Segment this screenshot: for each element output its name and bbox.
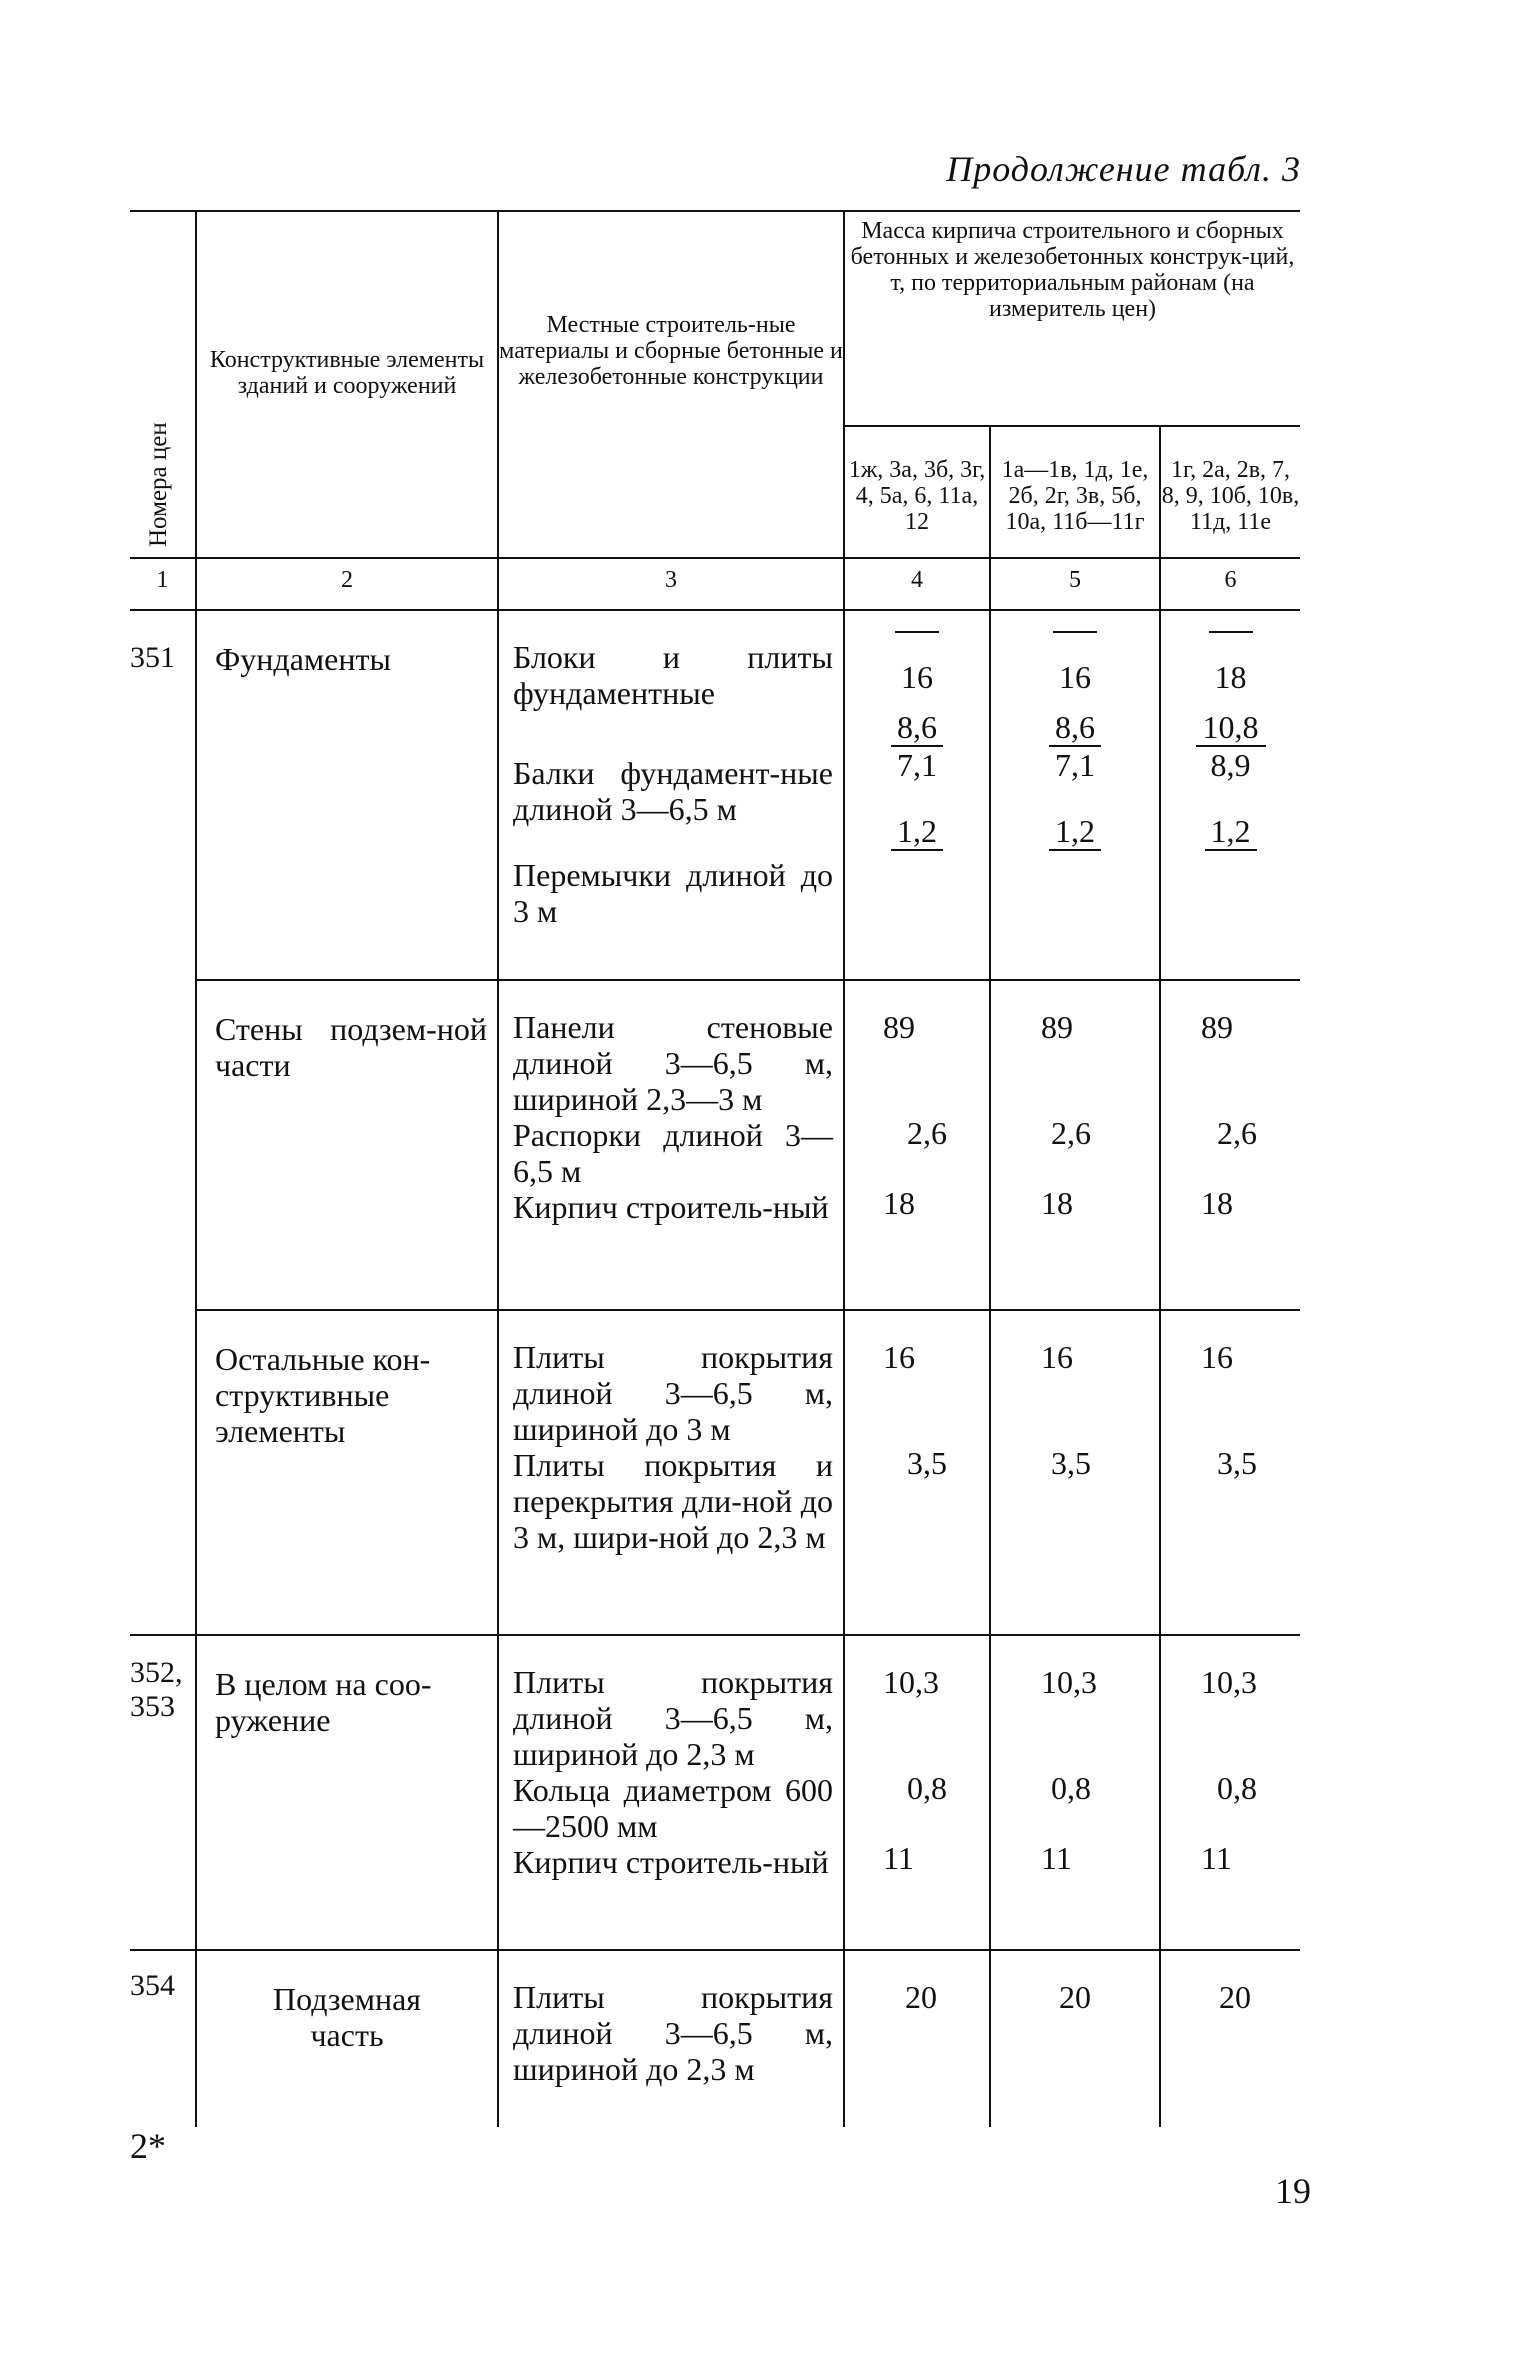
price-number <box>130 1310 196 1635</box>
price-number: 354 <box>130 1969 175 2002</box>
table-row <box>130 1950 1300 2127</box>
header-col6: 1г, 2а, 2в, 7, 8, 9, 10б, 10в, 11д, 11е <box>1160 426 1300 558</box>
value: 11 <box>1041 1840 1072 1876</box>
value: 7,1 <box>897 747 937 783</box>
value: 3,5 <box>907 1445 947 1481</box>
value: 0,8 <box>1217 1770 1257 1806</box>
value: 8,6 <box>891 709 943 747</box>
material: Блоки и плиты фундаментные <box>513 639 833 711</box>
value: 16 <box>1201 1339 1233 1375</box>
value <box>1049 851 1101 887</box>
value: 18 <box>1201 1185 1233 1221</box>
header-numbers <box>130 558 1300 610</box>
value-cell <box>1160 1310 1300 1635</box>
value: 10,3 <box>1041 1664 1097 1700</box>
materials-cell <box>498 1310 844 1635</box>
colnum-6: 6 <box>1160 558 1300 610</box>
value: 2,6 <box>907 1115 947 1151</box>
value: 0,8 <box>907 1770 947 1806</box>
element-name: Подземная часть <box>196 1950 498 2127</box>
materials-cell <box>498 980 844 1310</box>
material: Плиты покрытия длиной 3—6,5 м, шириной до 2,3 м <box>513 1664 833 1772</box>
value: 11 <box>883 1840 914 1876</box>
value: 1,2 <box>891 813 943 851</box>
fraction-cell <box>990 610 1160 980</box>
colnum-4: 4 <box>844 558 990 610</box>
colnum-3: 3 <box>498 558 844 610</box>
material: Плиты покрытия длиной 3—6,5 м, шириной до 3 м <box>513 1339 833 1447</box>
value: 7,1 <box>1055 747 1095 783</box>
material: Плиты покрытия и перекрытия дли-ной до 3 м, шири-ной до 2,3 м <box>513 1447 833 1555</box>
price-number <box>130 980 196 1310</box>
header-col1 <box>130 211 196 558</box>
fraction-cell <box>844 610 990 980</box>
value-cell <box>844 1950 990 2127</box>
price-table <box>130 210 1300 2127</box>
material: Панели стеновые длиной 3—6,5 м, шириной 2,3—3 м <box>513 1009 833 1117</box>
value: 2,6 <box>1051 1115 1091 1151</box>
material: Распорки длиной 3—6,5 м <box>513 1117 833 1189</box>
value: 10,3 <box>1201 1664 1257 1700</box>
material: Плиты покрытия длиной 3—6,5 м, шириной до 2,3 м <box>513 1979 833 2087</box>
value: 8,6 <box>1049 709 1101 747</box>
colnum-5: 5 <box>990 558 1160 610</box>
dash-over <box>1209 631 1253 659</box>
signature-mark: 2* <box>130 2126 166 2166</box>
value-cell <box>990 1310 1160 1635</box>
value: 16 <box>883 1339 915 1375</box>
value: 2,6 <box>1217 1115 1257 1151</box>
value: 0,8 <box>1051 1770 1091 1806</box>
dash-over <box>1053 631 1097 659</box>
element-name: Остальные кон-структивные элементы <box>196 1310 498 1635</box>
element-name: Фундаменты <box>196 610 498 980</box>
header-col4: 1ж, 3а, 3б, 3г, 4, 5а, 6, 11а, 12 <box>844 426 990 558</box>
value <box>891 851 943 887</box>
value: 18 <box>1214 659 1247 695</box>
value: 20 <box>905 1979 937 2015</box>
value: 16 <box>1041 1339 1073 1375</box>
value: 18 <box>1041 1185 1073 1221</box>
value-cell <box>990 980 1160 1310</box>
value: 1,2 <box>1205 813 1257 851</box>
header-col2: Конструктивные элементы зданий и сооружений <box>196 211 498 558</box>
material: Балки фундамент-ные длиной 3—6,5 м <box>513 755 833 827</box>
value-cell <box>990 1635 1160 1950</box>
materials-cell <box>498 1950 844 2127</box>
dash-over <box>895 631 939 659</box>
value: 20 <box>1219 1979 1251 2015</box>
value: 18 <box>883 1185 915 1221</box>
value: 16 <box>1059 659 1091 695</box>
table-caption: Продолжение табл. 3 <box>946 149 1301 189</box>
material: Кольца диаметром 600—2500 мм <box>513 1772 833 1844</box>
value: 20 <box>1059 1979 1091 2015</box>
value-cell <box>1160 1950 1300 2127</box>
value: 11 <box>1201 1840 1232 1876</box>
value: 89 <box>1041 1009 1073 1045</box>
value-cell <box>1160 1635 1300 1950</box>
value: 3,5 <box>1217 1445 1257 1481</box>
fraction-cell <box>1160 610 1300 980</box>
header-col5: 1а—1в, 1д, 1е, 2б, 2г, 3в, 5б, 10а, 11б—11г <box>990 426 1160 558</box>
value <box>1205 851 1257 887</box>
value: 10,8 <box>1196 709 1266 747</box>
element-name: Стены подзем-ной части <box>196 980 498 1310</box>
value: 1,2 <box>1049 813 1101 851</box>
material: Кирпич строитель-ный <box>513 1189 829 1225</box>
value: 89 <box>883 1009 915 1045</box>
material: Кирпич строитель-ный <box>513 1844 829 1880</box>
header-col1-label: Номера цен <box>145 422 172 547</box>
value-cell <box>990 1950 1160 2127</box>
price-number: 351 <box>130 641 175 674</box>
value: 89 <box>1201 1009 1233 1045</box>
value-cell <box>844 980 990 1310</box>
value-cell <box>1160 980 1300 1310</box>
material: Перемычки длиной до 3 м <box>513 857 833 929</box>
colnum-2: 2 <box>196 558 498 610</box>
value: 10,3 <box>883 1664 939 1700</box>
colnum-1: 1 <box>156 567 169 593</box>
table-row <box>130 610 1300 980</box>
value: 3,5 <box>1051 1445 1091 1481</box>
element-name: В целом на соо-ружение <box>196 1635 498 1950</box>
value-cell <box>844 1635 990 1950</box>
table-row <box>130 1635 1300 1950</box>
header-col456: Масса кирпича строительного и сборных бетонных и железобетонных конструк-ций, т, по территориальным районам (на измеритель цен) <box>844 211 1300 426</box>
value: 16 <box>901 659 933 695</box>
value-cell <box>844 1310 990 1635</box>
materials-cell <box>498 1635 844 1950</box>
materials-cell <box>498 610 844 980</box>
table-row <box>130 980 1300 1310</box>
value: 8,9 <box>1210 747 1251 783</box>
price-number: 352, 353 <box>130 1656 183 1723</box>
header-col3: Местные строитель-ные материалы и сборные бетонные и железобетонные конструкции <box>498 211 844 558</box>
table-row <box>130 1310 1300 1635</box>
page-number: 19 <box>1275 2171 1311 2211</box>
